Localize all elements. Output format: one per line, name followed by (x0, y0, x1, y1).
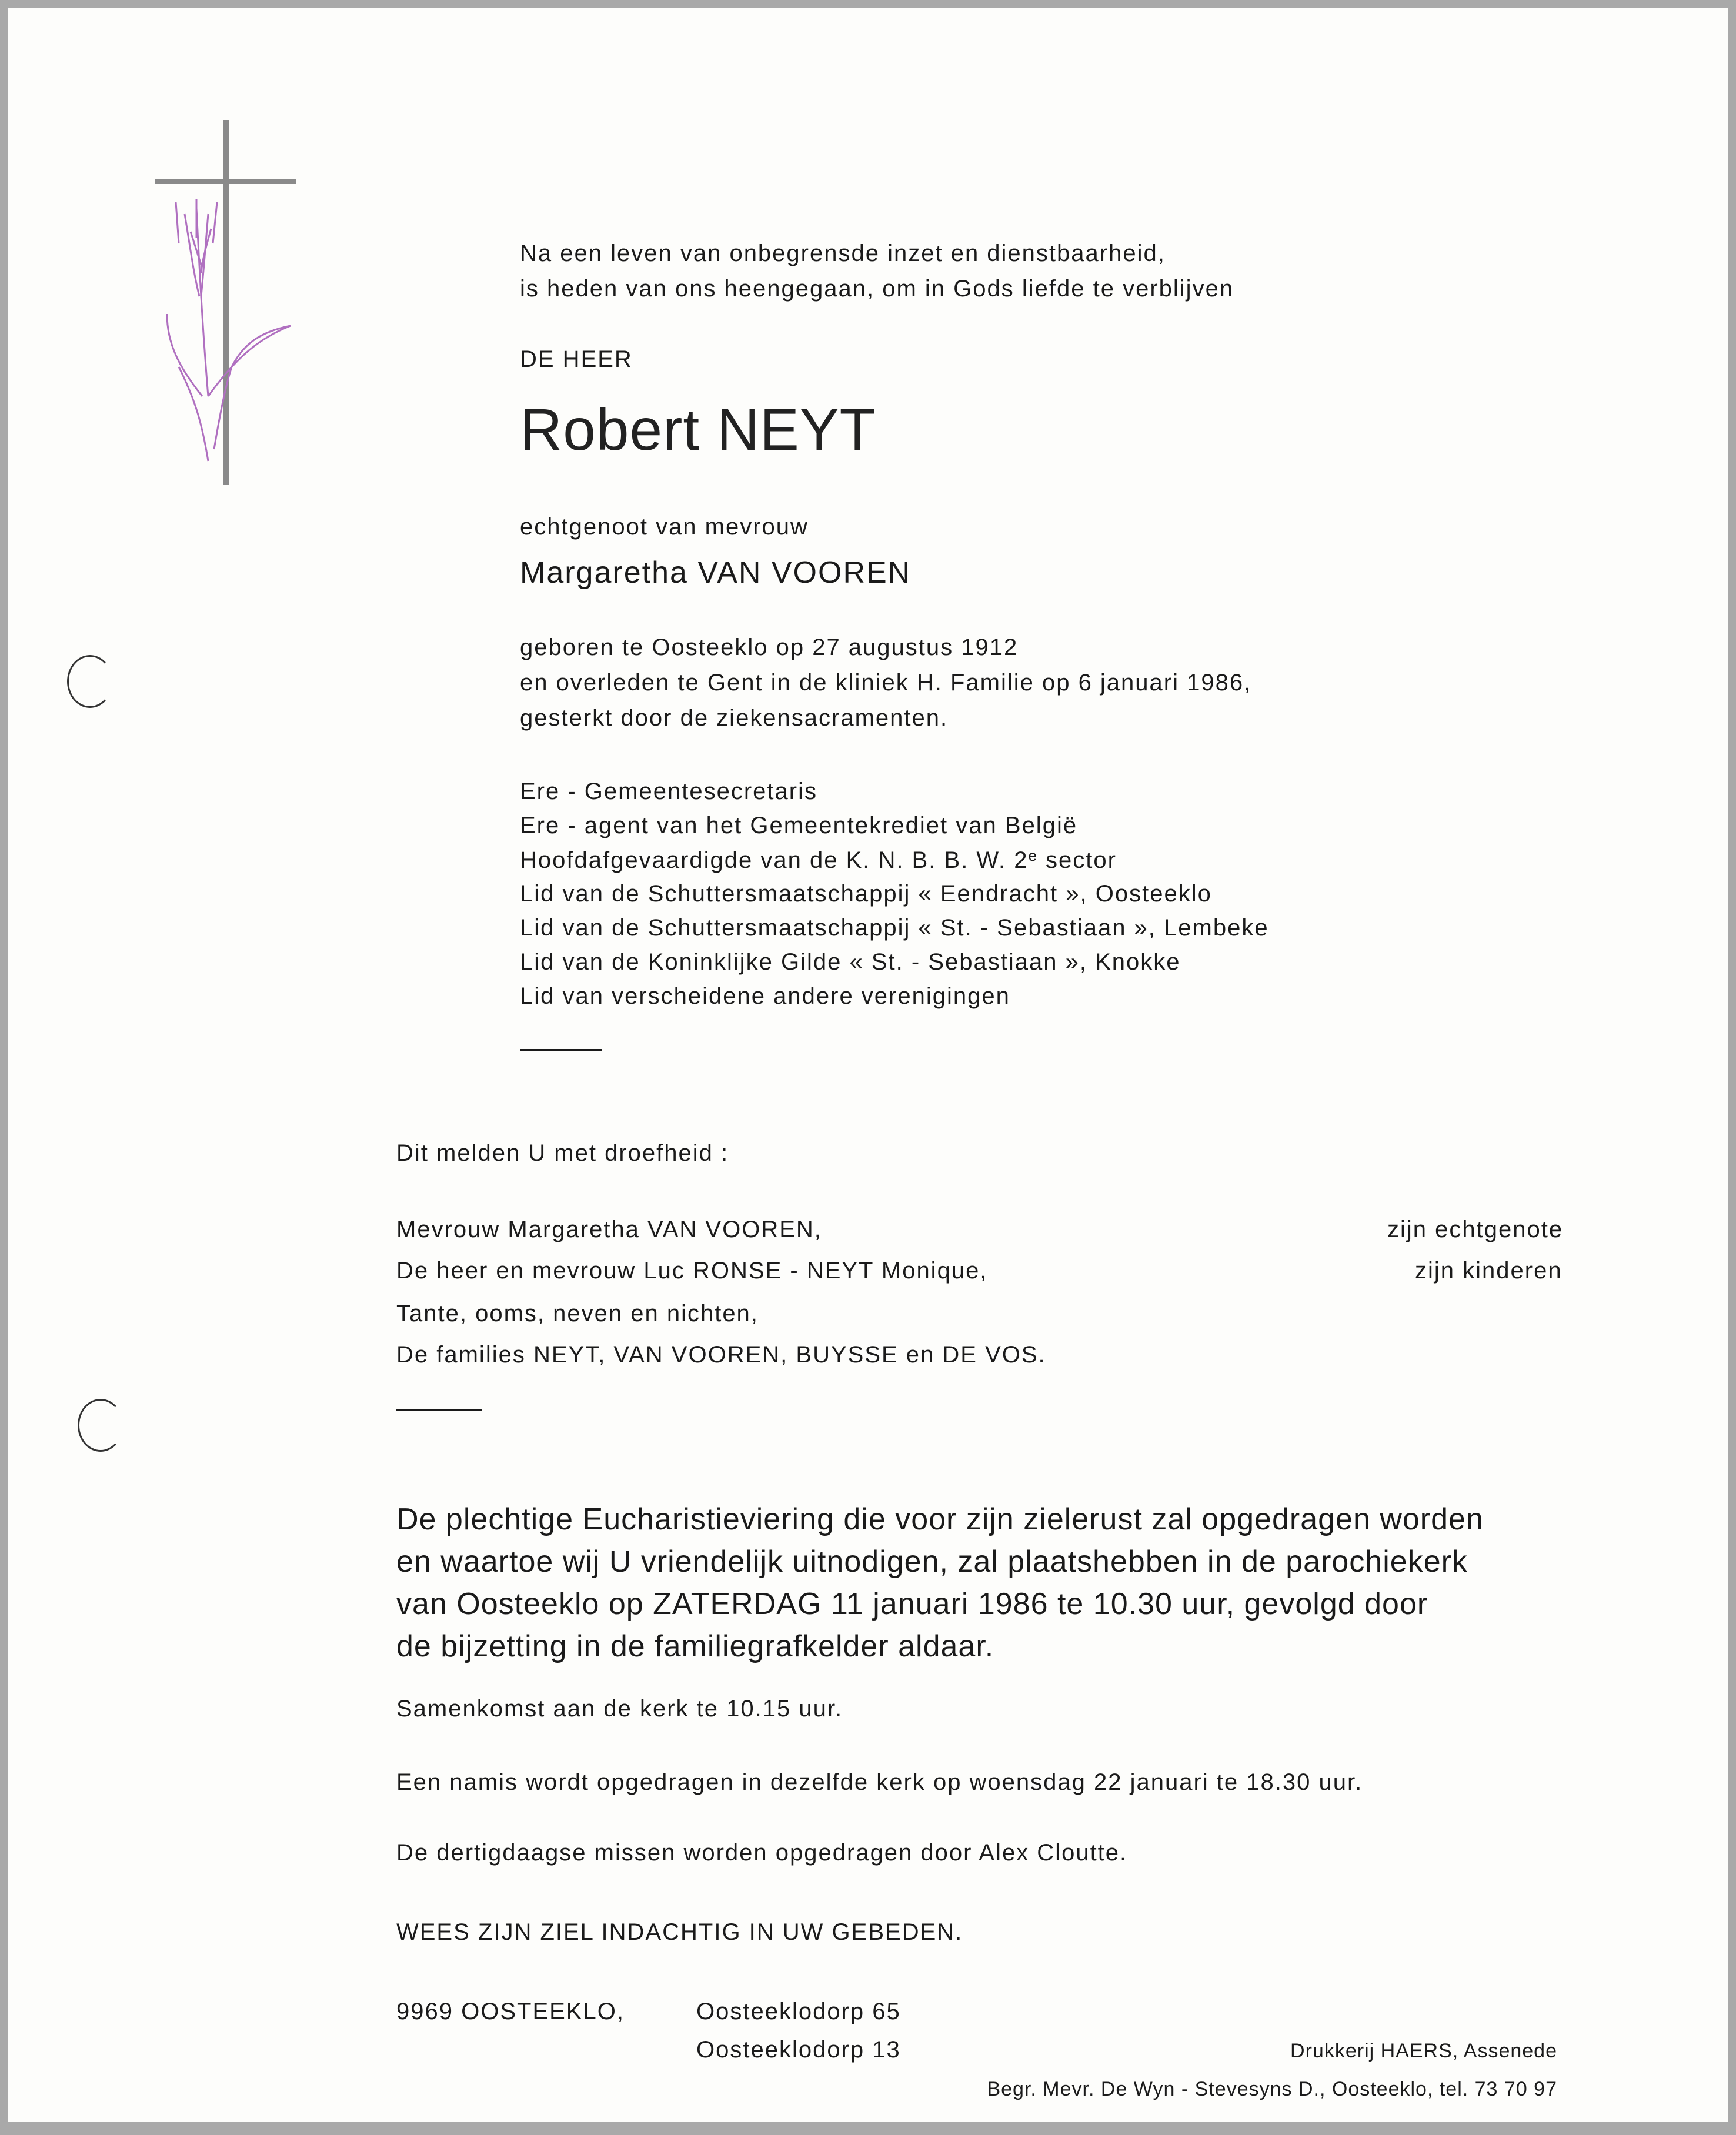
gathering-line: Samenkomst aan de kerk te 10.15 uur. (396, 1696, 843, 1722)
mass-line: en waartoe wij U vriendelijk uitnodigen, zal plaatshebben in de parochiekerk (396, 1545, 1468, 1579)
title-line: Ere - Gemeentesecretaris (520, 779, 817, 804)
mourner-relation: zijn kinderen (1415, 1258, 1563, 1284)
mourner-relation: zijn echtgenote (1387, 1217, 1564, 1242)
intro-line-2: is heden van ons heengegaan, om in Gods liefde te verblijven (520, 276, 1234, 302)
printer-credit: Drukkerij HAERS, Assenede (1290, 2040, 1557, 2062)
title-line: Ere - agent van het Gemeentekrediet van België (520, 813, 1078, 838)
divider-2 (396, 1409, 482, 1411)
address-city: 9969 OOSTEEKLO, (396, 1999, 625, 2024)
cross-wheat-icon (143, 120, 308, 496)
dertigdaagse-line: De dertigdaagse missen worden opgedragen door Alex Cloutte. (396, 1840, 1128, 1866)
memorial-card (8, 8, 1728, 2122)
sector-superscript: e (1028, 847, 1038, 864)
death-line: en overleden te Gent in de kliniek H. Familie op 6 januari 1986, (520, 670, 1252, 696)
sacraments-line: gesterkt door de ziekensacramenten. (520, 705, 949, 731)
divider-1 (520, 1049, 602, 1051)
mourner-name: De heer en mevrouw Luc RONSE - NEYT Monique, (396, 1258, 988, 1284)
prayer-line: WEES ZIJN ZIEL INDACHTIG IN UW GEBEDEN. (396, 1919, 963, 1945)
namis-line: Een namis wordt opgedragen in dezelfde kerk op woensdag 22 januari te 18.30 uur. (396, 1769, 1363, 1795)
mourner-name: Tante, ooms, neven en nichten, (396, 1301, 759, 1327)
punch-hole-bottom (78, 1399, 123, 1452)
mass-line: van Oosteeklo op ZATERDAG 11 januari 1986 te 10.30 uur, gevolgd door (396, 1587, 1428, 1621)
title-line: Lid van de Schuttersmaatschappij « St. - Sebastiaan », Lembeke (520, 915, 1269, 941)
title-line: Hoofdafgevaardigde van de K. N. B. B. W. 2e sector (520, 847, 1117, 873)
deceased-name: Robert NEYT (520, 397, 876, 463)
address-line: Oosteeklodorp 13 (696, 2037, 901, 2063)
mourner-name: De families NEYT, VAN VOOREN, BUYSSE en DE VOS. (396, 1342, 1046, 1368)
title-line: Lid van de Schuttersmaatschappij « Eendracht », Oosteeklo (520, 881, 1212, 907)
spouse-name: Margaretha VAN VOOREN (520, 556, 912, 590)
sector-suffix: sector (1037, 847, 1117, 873)
address-line: Oosteeklodorp 65 (696, 1999, 901, 2024)
title-line: Lid van de Koninklijke Gilde « St. - Sebastiaan », Knokke (520, 949, 1181, 975)
mourner-name: Mevrouw Margaretha VAN VOOREN, (396, 1217, 822, 1242)
birth-line: geboren te Oosteeklo op 27 augustus 1912 (520, 634, 1019, 660)
title-line: Lid van verscheidene andere verenigingen (520, 983, 1010, 1009)
spouse-intro: echtgenoot van mevrouw (520, 514, 809, 540)
honorific: DE HEER (520, 346, 633, 372)
undertaker-credit: Begr. Mevr. De Wyn - Stevesyns D., Oosteeklo, tel. 73 70 97 (987, 2078, 1557, 2100)
mass-line: De plechtige Eucharistieviering die voor zijn zielerust zal opgedragen worden (396, 1502, 1484, 1536)
intro-line-1: Na een leven van onbegrensde inzet en dienstbaarheid, (520, 240, 1166, 266)
announce-intro: Dit melden U met droefheid : (396, 1140, 729, 1166)
punch-hole-top (67, 655, 113, 708)
mass-line: de bijzetting in de familiegrafkelder aldaar. (396, 1629, 994, 1663)
